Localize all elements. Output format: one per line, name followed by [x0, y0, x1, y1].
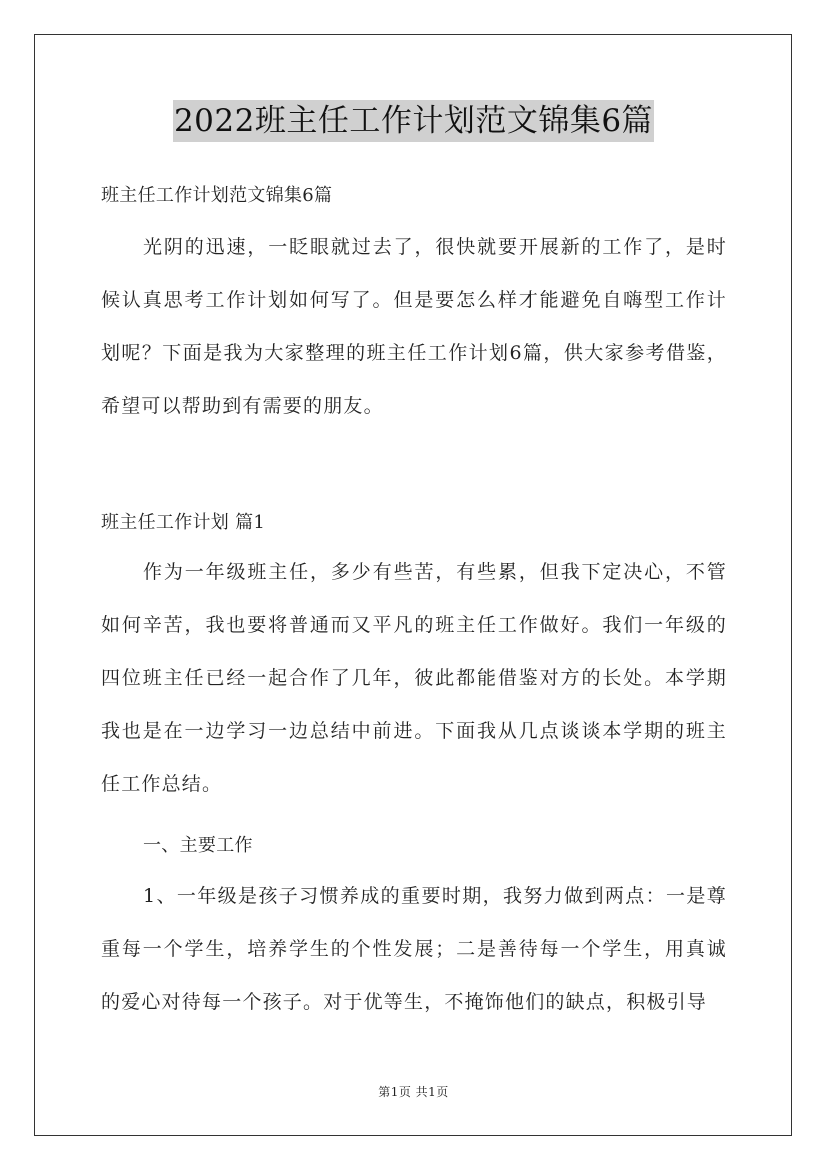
sub-heading: 一、主要工作	[143, 835, 253, 856]
document-title: 2022班主任工作计划范文锦集6篇	[173, 100, 654, 142]
section1-paragraph-2: 1、一年级是孩子习惯养成的重要时期，我努力做到两点：一是尊重每一个学生，培养学生的个性发展；二是善待每一个学生，用真诚的爱心对待每一个孩子。对于优等生，不掩饰他们的缺点，积极引导	[101, 885, 727, 1013]
title-container	[0, 100, 827, 142]
section1-paragraph-1: 作为一年级班主任，多少有些苦，有些累，但我下定决心，不管如何辛苦，我也要将普通而又平凡的班主任工作做好。我们一年级的四位班主任已经一起合作了几年，彼此都能借鉴对方的长处。本学期我也是在一边学习一边总结中前进。下面我从几点谈谈本学期的班主任工作总结。	[101, 561, 727, 795]
page-footer: 第1页 共1页	[378, 1085, 449, 1099]
intro-paragraph: 光阴的迅速，一眨眼就过去了，很快就要开展新的工作了，是时候认真思考工作计划如何写了。但是要怎么样才能避免自嗨型工作计划呢？下面是我为大家整理的班主任工作计划6篇，供大家参考借鉴，希望可以帮助到有需要的朋友。	[101, 236, 727, 417]
section-heading: 班主任工作计划 篇1	[101, 512, 266, 533]
document-subtitle: 班主任工作计划范文锦集6篇	[101, 185, 333, 206]
